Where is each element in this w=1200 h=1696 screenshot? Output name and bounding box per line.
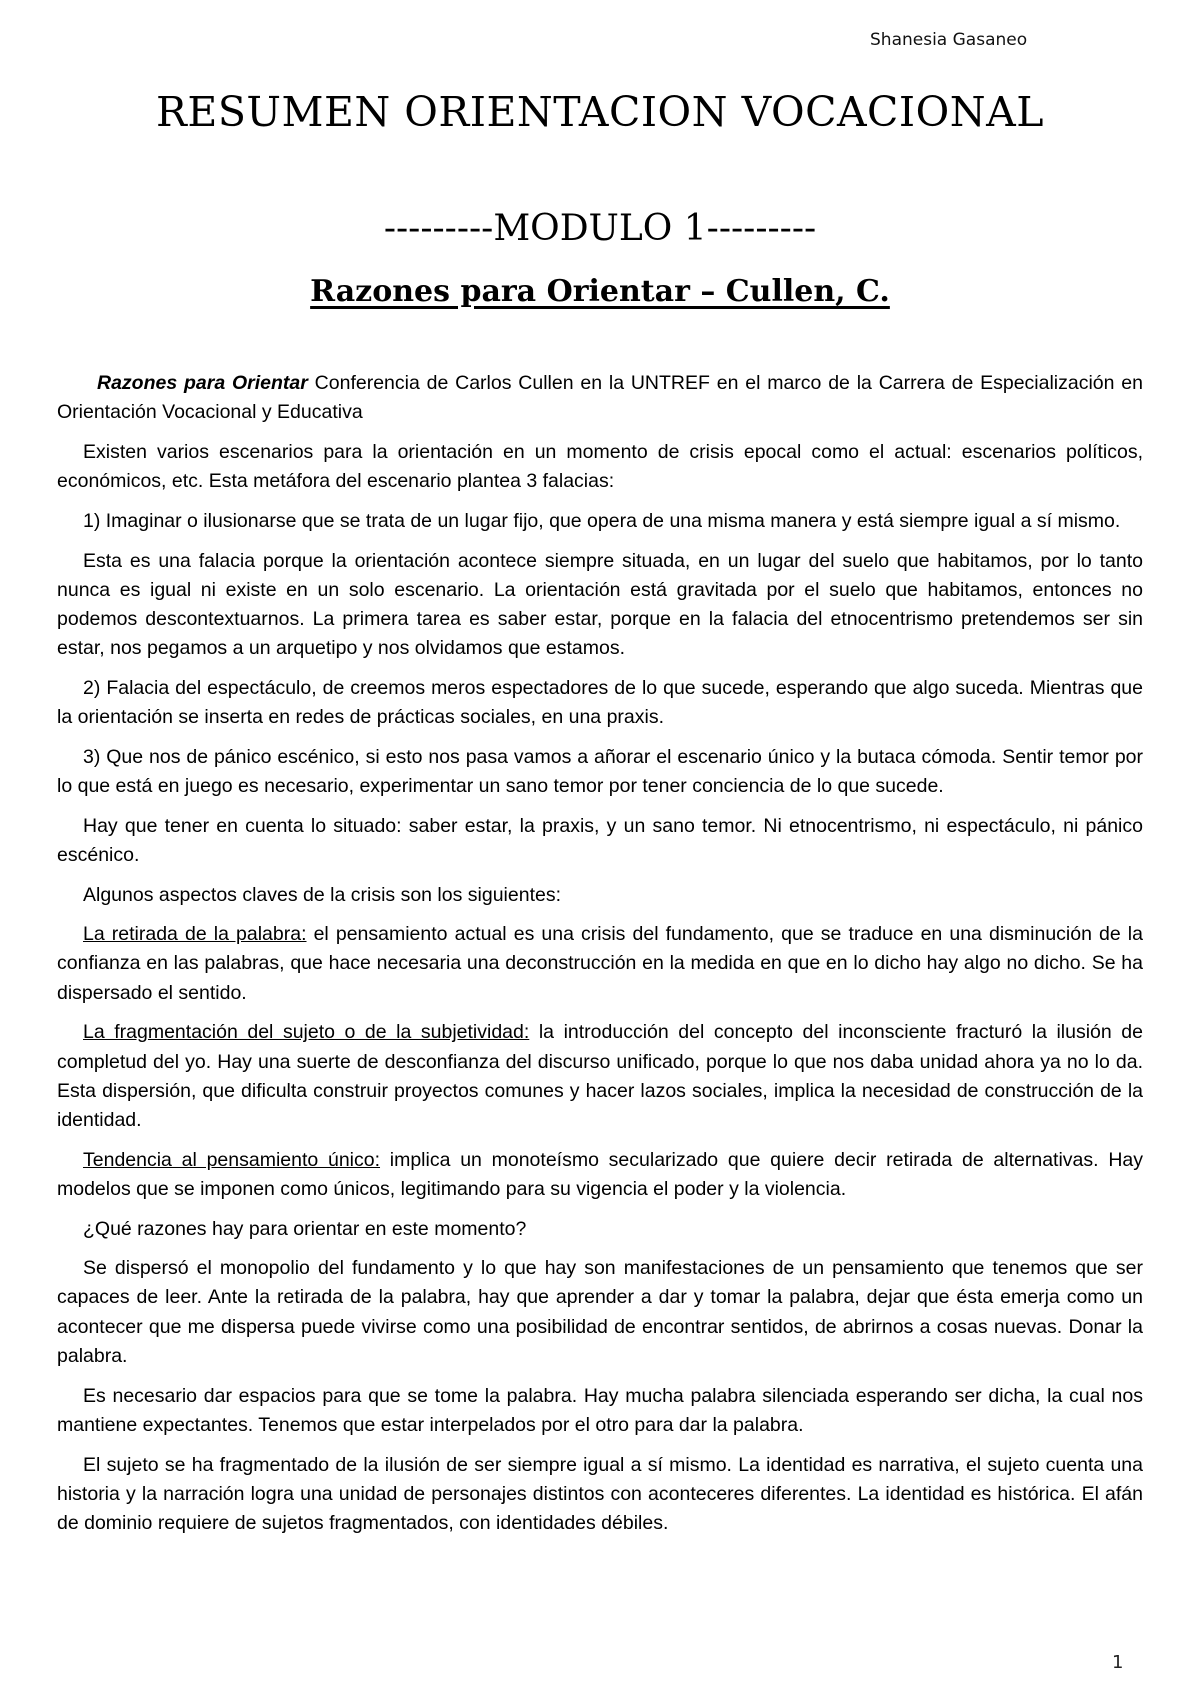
paragraph-text: la introducción del concepto del inconsciente fracturó la ilusión de completud del yo. Hay una suerte de desconfianza del discurso unificado, porque lo que nos daba unidad ahora ya no lo da. Esta dispersión, que dificulta construir proyectos comunes y hacer lazos sociales, implica la necesidad de construcción de la identidad.	[57, 1021, 1143, 1131]
paragraph: El sujeto se ha fragmentado de la ilusión de ser siempre igual a sí mismo. La identidad es narrativa, el sujeto cuenta una historia y la narración logra una unidad de personajes distintos con aconteceres diferentes. La identidad es histórica. El afán de dominio requiere de sujetos fragmentados, con identidades débiles.	[57, 1453, 1143, 1534]
header-author: Shanesia Gasaneo	[870, 30, 1028, 50]
section-subtitle: Razones para Orientar – Cullen, C.	[310, 274, 890, 309]
paragraph-text: Conferencia de Carlos Cullen en la UNTREF en el marco de la Carrera de Especialización en Orientación Vocacional y Educativa	[57, 372, 1143, 424]
paragraph	[57, 920, 1143, 1008]
paragraph: Algunos aspectos claves de la crisis son los siguientes:	[83, 883, 561, 906]
paragraph: Hay que tener en cuenta lo situado: saber estar, la praxis, y un sano temor. Ni etnocentrismo, ni espectáculo, ni pánico escénico.	[57, 814, 1143, 866]
module-heading: ---------MODULO 1---------	[383, 208, 817, 249]
paragraph: 1) Imaginar o ilusionarse que se trata de un lugar fijo, que opera de una misma manera y está siempre igual a sí mismo.	[83, 509, 1121, 532]
paragraph: 2) Falacia del espectáculo, de creemos meros espectadores de lo que sucede, esperando que algo suceda. Mientras que la orientación se inserta en redes de prácticas sociales, en una praxis.	[57, 676, 1143, 729]
paragraph: 3) Que nos de pánico escénico, si esto nos pasa vamos a añorar el escenario único y la butaca cómoda. Sentir temor por lo que está en juego es necesario, experimentar un sano temor por tener conciencia de lo que sucede.	[57, 745, 1143, 797]
paragraph	[57, 369, 1143, 427]
paragraph: Se dispersó el monopolio del fundamento y lo que hay son manifestaciones de un pensamiento que tenemos que ser capaces de leer. Ante la retirada de la palabra, hay que aprender a dar y tomar la palabra, dejar que ésta emerja como un acontecer que me dispersa puede vivirse como una posibilidad de encontrar sentidos, de abrirnos a cosas nuevas. Donar la palabra.	[57, 1257, 1143, 1367]
underlined-heading: La retirada de la palabra:	[83, 923, 307, 946]
document-body	[57, 369, 1143, 1549]
paragraph: Existen varios escenarios para la orientación en un momento de crisis epocal como el actual: escenarios políticos, económicos, etc. Esta metáfora del escenario plantea 3 falacias:	[57, 440, 1143, 493]
underlined-heading: La fragmentación del sujeto o de la subjetividad:	[83, 1021, 530, 1044]
document-title: RESUMEN ORIENTACION VOCACIONAL	[156, 88, 1044, 136]
paragraph: ¿Qué razones hay para orientar en este momento?	[83, 1217, 527, 1240]
paragraph-text: implica un monoteísmo secularizado que quiere decir retirada de alternativas. Hay modelos que se imponen como únicos, legitimando para su vigencia el poder y la violencia.	[57, 1148, 1143, 1200]
underlined-heading: Tendencia al pensamiento único:	[83, 1148, 381, 1171]
paragraph	[57, 1146, 1143, 1204]
paragraph-text: el pensamiento actual es una crisis del fundamento, que se traduce en una disminución de la confianza en las palabras, que hace necesaria una deconstrucción en la medida en que en lo dicho hay algo no dicho. Se ha dispersado el sentido.	[57, 923, 1143, 1004]
paragraph: Esta es una falacia porque la orientación acontece siempre situada, en un lugar del suelo que habitamos, por lo tanto nunca es igual ni existe en un solo escenario. La orientación está gravitada por el suelo que habitamos, entonces no podemos descontextuarnos. La primera tarea es saber estar, porque en la falacia del etnocentrismo pretendemos ser sin estar, nos pegamos a un arquetipo y nos olvidamos que estamos.	[57, 549, 1143, 660]
page-number: 1	[1112, 1652, 1124, 1673]
paragraph	[57, 1018, 1143, 1135]
paragraph: Es necesario dar espacios para que se tome la palabra. Hay mucha palabra silenciada esperando ser dicha, la cual nos mantiene expectantes. Tenemos que estar interpelados por el otro para dar la palabra.	[57, 1384, 1143, 1436]
italic-title: Razones para Orientar	[97, 372, 308, 394]
